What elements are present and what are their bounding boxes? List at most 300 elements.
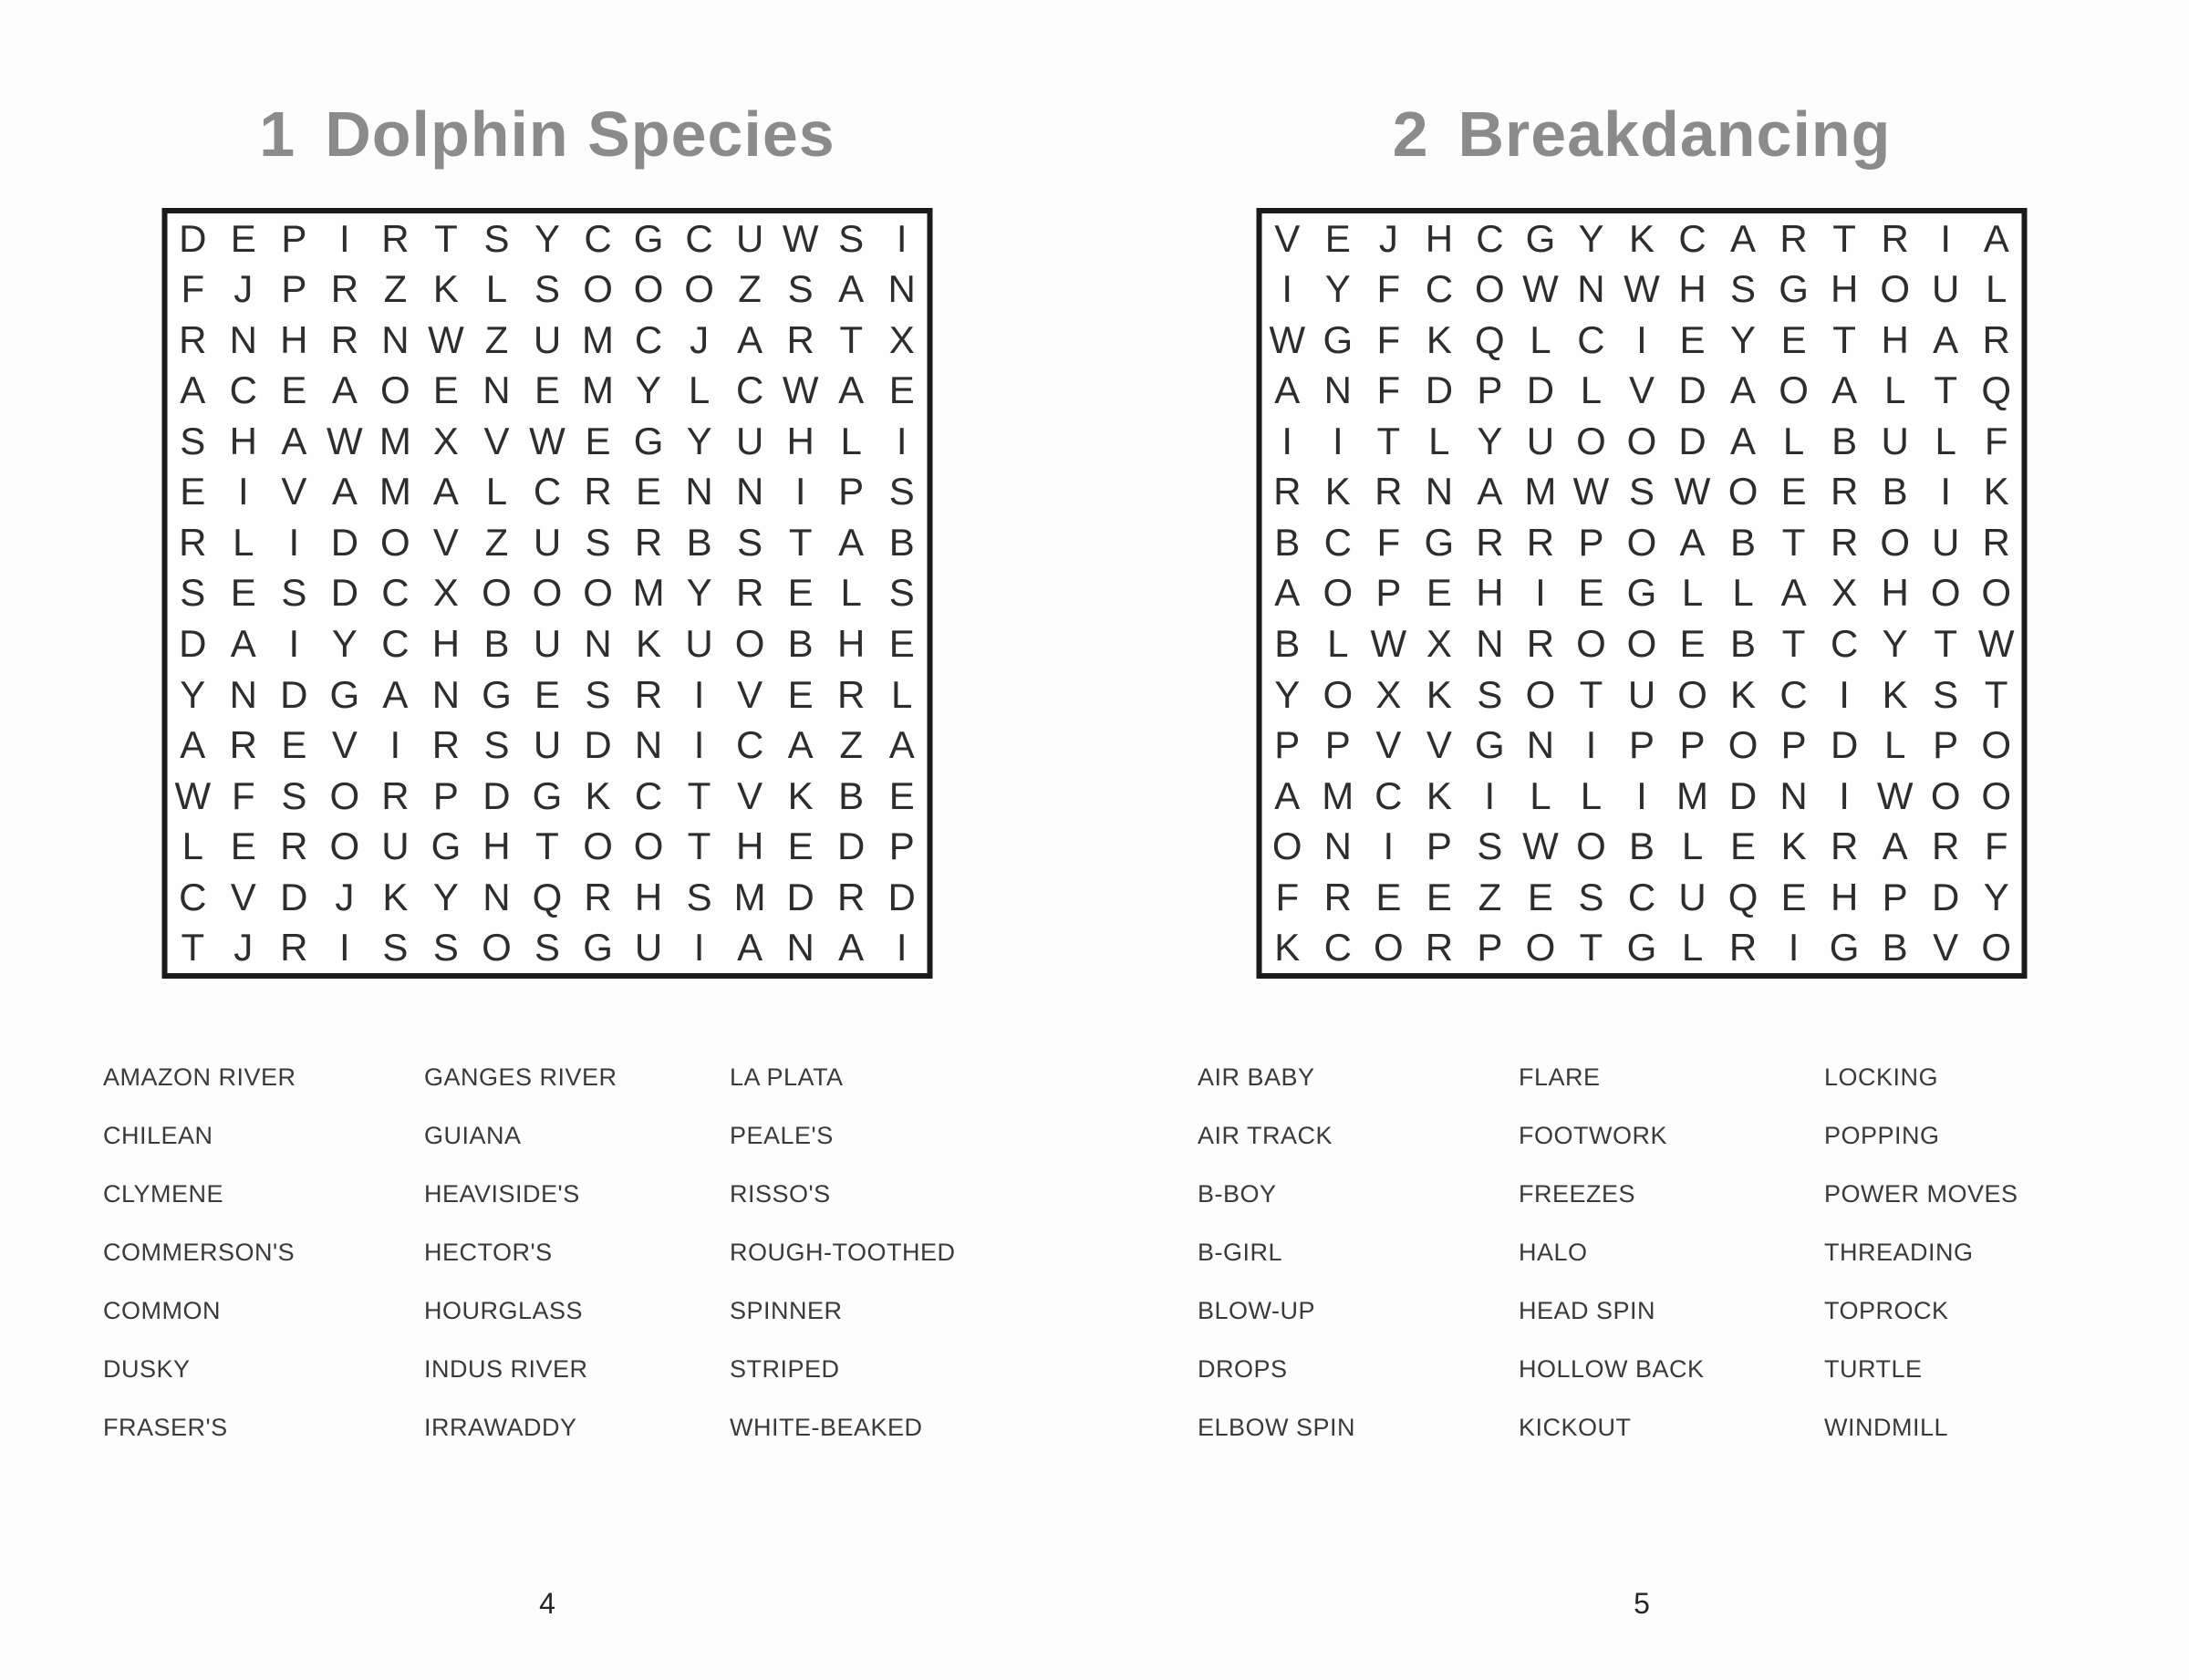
grid-letter: S	[787, 267, 814, 311]
grid-letter: O	[1880, 267, 1910, 311]
grid-letter: P	[1324, 723, 1351, 767]
grid-letter: O	[532, 571, 563, 615]
grid-letter: O	[1981, 773, 2012, 817]
grid-letter: U	[1932, 520, 1960, 564]
grid-letter: O	[1727, 723, 1758, 767]
word-item: B-BOY	[1198, 1180, 1277, 1208]
grid-letter: F	[1376, 520, 1401, 564]
grid-letter: W	[1572, 470, 1610, 513]
grid-letter: E	[534, 368, 560, 412]
grid-letter: K	[1274, 926, 1301, 970]
grid-letter: E	[1375, 875, 1402, 918]
grid-letter: A	[1780, 571, 1807, 615]
grid-letter: A	[1679, 520, 1706, 564]
grid-letter: O	[1727, 470, 1758, 513]
grid-letter: I	[896, 216, 908, 260]
grid-letter: D	[584, 723, 612, 767]
grid-letter: R	[1323, 875, 1352, 918]
grid-letter: U	[1932, 267, 1960, 311]
grid-letter: W	[782, 216, 819, 260]
word-column	[1519, 1051, 1824, 1459]
grid-letter: R	[837, 875, 866, 918]
grid-letter: R	[1425, 926, 1454, 970]
grid-letter: N	[1526, 723, 1555, 767]
word-item: TOPROCK	[1824, 1297, 1949, 1324]
grid-letter: V	[1933, 926, 1959, 970]
grid-letter: K	[636, 622, 662, 666]
grid-letter: C	[634, 317, 663, 361]
grid-letter: J	[233, 926, 254, 970]
grid-letter: T	[1832, 317, 1856, 361]
grid-letter: K	[1730, 672, 1757, 716]
grid-letter: V	[737, 773, 763, 817]
grid-letter: C	[584, 216, 612, 260]
grid-letter: H	[482, 824, 511, 868]
grid-letter: V	[1375, 723, 1402, 767]
grid-letter: A	[1730, 419, 1757, 462]
grid-letter: D	[1932, 875, 1960, 918]
grid-letter: A	[382, 672, 409, 716]
word-item: B-GIRL	[1198, 1239, 1283, 1266]
grid-letter: R	[179, 317, 207, 361]
grid-letter: G	[431, 824, 462, 868]
grid-letter: O	[1576, 419, 1606, 462]
word-item: ROUGH-TOOTHED	[730, 1239, 956, 1266]
grid-letter: D	[179, 622, 207, 666]
page-number: 5	[1634, 1587, 1650, 1620]
grid-letter: V	[331, 723, 358, 767]
word-item: COMMON	[103, 1297, 221, 1324]
word-item: HEAD SPIN	[1519, 1297, 1656, 1324]
grid-letter: L	[233, 520, 254, 564]
grid-letter: E	[1780, 317, 1807, 361]
grid-letter: E	[281, 723, 307, 767]
grid-letter: L	[485, 267, 508, 311]
grid-letter: I	[1839, 672, 1850, 716]
grid-letter: Y	[1477, 419, 1503, 462]
word-item: STRIPED	[730, 1355, 840, 1383]
grid-letter: C	[533, 470, 562, 513]
grid-letter: X	[888, 317, 915, 361]
grid-letter: S	[585, 672, 611, 716]
grid-letter: B	[1274, 622, 1301, 666]
grid-letter: A	[1274, 368, 1301, 412]
grid-letter: I	[896, 419, 908, 462]
grid-letter: Z	[738, 267, 762, 311]
grid-letter: S	[180, 419, 206, 462]
wordsearch-grid	[1257, 208, 2028, 979]
grid-letter: O	[1373, 926, 1404, 970]
grid-letter: R	[735, 571, 764, 615]
grid-letter: E	[230, 824, 256, 868]
grid-letter: W	[1269, 317, 1306, 361]
grid-letter: O	[734, 622, 765, 666]
grid-letter: C	[381, 571, 410, 615]
grid-letter: I	[1484, 773, 1496, 817]
grid-letter: R	[786, 317, 814, 361]
word-column	[1198, 1051, 1519, 1459]
grid-letter: W	[1674, 470, 1711, 513]
grid-letter: O	[583, 571, 613, 615]
grid-letter: U	[1881, 419, 1909, 462]
grid-letter: H	[1425, 216, 1454, 260]
word-item: SPINNER	[730, 1297, 843, 1324]
grid-letter: I	[389, 723, 401, 767]
grid-letter: E	[230, 571, 256, 615]
grid-letter: T	[1934, 622, 1958, 666]
grid-letter: N	[685, 470, 713, 513]
grid-letter: F	[1984, 824, 2008, 868]
grid-letter: T	[1376, 419, 1401, 462]
grid-letter: F	[1275, 875, 1300, 918]
grid-letter: B	[1831, 419, 1858, 462]
grid-letter: E	[787, 672, 814, 716]
grid-letter: D	[1425, 368, 1454, 412]
grid-letter: A	[1730, 368, 1757, 412]
word-item: HALO	[1519, 1239, 1588, 1266]
grid-letter: O	[1576, 622, 1606, 666]
word-item: COMMERSON'S	[103, 1239, 296, 1266]
grid-letter: I	[288, 622, 300, 666]
word-item: KICKOUT	[1519, 1414, 1632, 1441]
grid-letter: L	[485, 470, 508, 513]
grid-letter: I	[1281, 419, 1293, 462]
grid-letter: U	[381, 824, 410, 868]
grid-letter: P	[1628, 723, 1655, 767]
grid-letter: O	[1981, 571, 2012, 615]
grid-letter: L	[1681, 571, 1704, 615]
grid-letter: B	[483, 622, 510, 666]
grid-letter: R	[1375, 470, 1403, 513]
grid-letter: I	[1788, 926, 1800, 970]
grid-letter: M	[582, 368, 615, 412]
grid-letter: A	[1831, 368, 1858, 412]
grid-letter: I	[237, 470, 249, 513]
grid-letter: S	[686, 875, 712, 918]
grid-letter: C	[1627, 875, 1656, 918]
grid-letter: M	[1676, 773, 1709, 817]
grid-letter: A	[838, 368, 865, 412]
grid-letter: E	[1426, 571, 1452, 615]
grid-letter: W	[1624, 267, 1660, 311]
grid-letter: B	[787, 622, 814, 666]
grid-letter: R	[584, 470, 612, 513]
grid-letter: C	[634, 773, 663, 817]
grid-letter: B	[888, 520, 915, 564]
grid-letter: Q	[1727, 875, 1758, 918]
grid-letter: D	[1830, 723, 1859, 767]
grid-letter: V	[737, 672, 763, 716]
grid-letter: L	[1986, 267, 2007, 311]
grid-letter: G	[1626, 571, 1657, 615]
grid-letter: A	[180, 368, 206, 412]
grid-letter: T	[687, 824, 711, 868]
grid-letter: C	[1830, 622, 1859, 666]
grid-letter: H	[837, 622, 866, 666]
grid-letter: B	[838, 773, 865, 817]
grid-letter: O	[1880, 520, 1910, 564]
grid-letter: B	[1882, 926, 1908, 970]
grid-letter: H	[1476, 571, 1504, 615]
grid-letter: Y	[1882, 622, 1908, 666]
grid-letter: F	[181, 267, 205, 311]
word-item: POPPING	[1824, 1122, 1940, 1149]
grid-letter: L	[1732, 571, 1754, 615]
grid-letter: H	[735, 824, 764, 868]
grid-letter: T	[1781, 622, 1806, 666]
grid-letter: C	[381, 622, 410, 666]
grid-letter: M	[632, 571, 665, 615]
grid-letter: R	[1982, 317, 2010, 361]
grid-letter: O	[1525, 672, 1556, 716]
grid-letter: E	[888, 622, 915, 666]
grid-letter: Z	[1478, 875, 1502, 918]
grid-letter: A	[1274, 571, 1301, 615]
grid-letter: T	[839, 317, 864, 361]
word-item: DUSKY	[103, 1355, 191, 1383]
grid-letter: A	[1274, 773, 1301, 817]
grid-letter: N	[229, 672, 257, 716]
grid-letter: W	[327, 419, 363, 462]
grid-letter: R	[229, 723, 257, 767]
grid-letter: S	[534, 267, 560, 311]
grid-letter: P	[1933, 723, 1959, 767]
grid-letter: N	[786, 926, 814, 970]
puzzle-number: 2	[1392, 98, 1429, 170]
grid-letter: O	[1930, 773, 1961, 817]
grid-letter: N	[431, 672, 461, 716]
grid-letter: L	[182, 824, 203, 868]
grid-letter: J	[690, 317, 710, 361]
grid-letter: O	[1626, 419, 1657, 462]
grid-letter: U	[533, 520, 562, 564]
grid-letter: M	[582, 317, 615, 361]
grid-letter: X	[1375, 672, 1402, 716]
grid-letter: A	[838, 267, 865, 311]
word-item: ELBOW SPIN	[1198, 1414, 1356, 1441]
grid-letter: X	[432, 571, 459, 615]
grid-letter: G	[532, 773, 563, 817]
grid-letter: T	[1579, 926, 1603, 970]
grid-letter: D	[330, 571, 359, 615]
grid-letter: L	[688, 368, 711, 412]
grid-letter: A	[331, 368, 358, 412]
word-item: FOOTWORK	[1519, 1122, 1667, 1149]
word-item: LA PLATA	[730, 1063, 844, 1091]
grid-letter: G	[1779, 267, 1809, 311]
grid-letter: N	[229, 317, 257, 361]
grid-letter: K	[1882, 672, 1908, 716]
grid-letter: S	[281, 571, 307, 615]
grid-letter: K	[1983, 470, 2009, 513]
grid-letter: Y	[1730, 317, 1757, 361]
grid-letter: W	[1522, 824, 1559, 868]
grid-letter: R	[179, 520, 207, 564]
grid-letter: A	[737, 926, 763, 970]
grid-letter: E	[787, 571, 814, 615]
grid-letter: W	[1522, 267, 1559, 311]
grid-letter: I	[794, 470, 806, 513]
grid-letter: A	[888, 723, 915, 767]
grid-letter: G	[1829, 926, 1860, 970]
grid-letter: C	[179, 875, 207, 918]
grid-letter: P	[1477, 368, 1503, 412]
grid-letter: S	[1477, 672, 1503, 716]
grid-letter: D	[179, 216, 207, 260]
grid-letter: Y	[636, 368, 662, 412]
grid-letter: R	[330, 267, 359, 311]
grid-letter: P	[1426, 824, 1452, 868]
grid-letter: L	[1327, 622, 1349, 666]
grid-letter: E	[230, 216, 256, 260]
grid-letter: O	[1930, 571, 1961, 615]
word-item: WHITE-BEAKED	[730, 1414, 923, 1441]
grid-letter: I	[1839, 773, 1850, 817]
grid-letter: S	[281, 773, 307, 817]
grid-letter: Y	[1324, 267, 1351, 311]
grid-letter: C	[735, 723, 764, 767]
grid-letter: W	[1370, 622, 1407, 666]
grid-letter: A	[1882, 824, 1908, 868]
grid-letter: F	[1376, 317, 1401, 361]
grid-letter: C	[1779, 672, 1808, 716]
grid-letter: C	[685, 216, 713, 260]
grid-letter: N	[1323, 368, 1352, 412]
grid-letter: O	[1323, 571, 1354, 615]
grid-letter: Y	[331, 622, 358, 666]
grid-letter: K	[1426, 773, 1452, 817]
grid-letter: C	[1476, 216, 1504, 260]
grid-letter: C	[735, 368, 764, 412]
grid-letter: O	[1271, 824, 1302, 868]
grid-letter: U	[533, 317, 562, 361]
grid-letter: O	[1525, 926, 1556, 970]
grid-letter: S	[483, 216, 510, 260]
grid-letter: G	[633, 216, 664, 260]
word-item: TURTLE	[1824, 1355, 1923, 1383]
grid-letter: D	[1728, 773, 1758, 817]
grid-letter: V	[1274, 216, 1301, 260]
grid-letter: K	[432, 267, 459, 311]
grid-letter: L	[1883, 368, 1906, 412]
grid-letter: R	[1273, 470, 1302, 513]
word-item: HECTOR'S	[424, 1239, 553, 1266]
grid-letter: D	[1526, 368, 1555, 412]
grid-letter: S	[1628, 470, 1655, 513]
puzzle-title-text: Breakdancing	[1458, 98, 1892, 170]
grid-letter: H	[1678, 267, 1707, 311]
grid-letter: S	[1933, 672, 1959, 716]
grid-letter: R	[1932, 824, 1960, 868]
grid-letter: Z	[383, 267, 408, 311]
grid-letter: R	[1830, 824, 1859, 868]
grid-letter: I	[1636, 773, 1647, 817]
grid-letter: O	[1576, 824, 1606, 868]
grid-letter: E	[1780, 470, 1807, 513]
grid-letter: L	[1935, 419, 1956, 462]
grid-letter: R	[584, 875, 612, 918]
grid-letter: O	[1323, 672, 1354, 716]
grid-letter: O	[1981, 926, 2012, 970]
grid-letter: P	[432, 773, 459, 817]
grid-letter: O	[1626, 520, 1657, 564]
grid-letter: P	[281, 267, 307, 311]
grid-letter: L	[891, 672, 913, 716]
grid-letter: M	[379, 470, 411, 513]
grid-letter: T	[1984, 672, 2008, 716]
grid-letter: D	[280, 875, 308, 918]
grid-letter: Y	[686, 571, 712, 615]
grid-letter: D	[837, 824, 866, 868]
grid-letter: R	[634, 520, 663, 564]
grid-letter: G	[1323, 317, 1354, 361]
grid-letter: I	[288, 520, 300, 564]
grid-letter: M	[1322, 773, 1354, 817]
grid-letter: K	[1426, 317, 1452, 361]
grid-letter: I	[1636, 317, 1647, 361]
grid-letter: R	[1526, 520, 1555, 564]
grid-letter: I	[1383, 824, 1395, 868]
grid-letter: I	[1535, 571, 1546, 615]
grid-letter: S	[432, 926, 459, 970]
grid-letter: A	[737, 317, 763, 361]
grid-letter: L	[1580, 368, 1603, 412]
grid-letter: N	[1323, 824, 1352, 868]
grid-letter: I	[693, 672, 705, 716]
grid-letter: R	[1779, 216, 1808, 260]
grid-letter: J	[233, 267, 254, 311]
word-item: IRRAWADDY	[424, 1414, 577, 1441]
grid-letter: O	[329, 824, 360, 868]
puzzle-page-left	[0, 0, 1094, 1680]
grid-letter: D	[1678, 419, 1707, 462]
grid-letter: R	[1830, 520, 1859, 564]
grid-letter: P	[1882, 875, 1908, 918]
grid-letter: A	[331, 470, 358, 513]
grid-letter: Y	[686, 419, 712, 462]
puzzle-title	[0, 98, 1094, 171]
grid-letter: M	[379, 419, 411, 462]
grid-letter: R	[1881, 216, 1909, 260]
grid-letter: V	[1426, 723, 1452, 767]
grid-letter: L	[840, 571, 862, 615]
grid-letter: L	[1883, 723, 1906, 767]
grid-letter: L	[1681, 824, 1704, 868]
grid-letter: U	[533, 723, 562, 767]
grid-letter: N	[634, 723, 663, 767]
grid-letter: E	[432, 368, 459, 412]
grid-letter: Q	[1475, 317, 1505, 361]
grid-letter: K	[1628, 216, 1655, 260]
grid-letter: F	[1376, 267, 1401, 311]
grid-letter: R	[280, 926, 308, 970]
word-item: HEAVISIDE'S	[424, 1180, 580, 1208]
grid-letter: A	[787, 723, 814, 767]
grid-letter: H	[1881, 317, 1909, 361]
grid-letter: R	[381, 216, 410, 260]
grid-letter: G	[1475, 723, 1505, 767]
grid-letter: I	[693, 926, 705, 970]
grid-letter: Y	[1578, 216, 1604, 260]
puzzle-page-right	[1094, 0, 2189, 1680]
grid-letter: W	[1876, 773, 1914, 817]
grid-letter: R	[1982, 520, 2010, 564]
grid-letter: E	[1527, 875, 1553, 918]
grid-letter: R	[1526, 622, 1555, 666]
grid-letter: S	[838, 216, 865, 260]
grid-letter: R	[431, 723, 461, 767]
grid-letter: J	[1378, 216, 1398, 260]
